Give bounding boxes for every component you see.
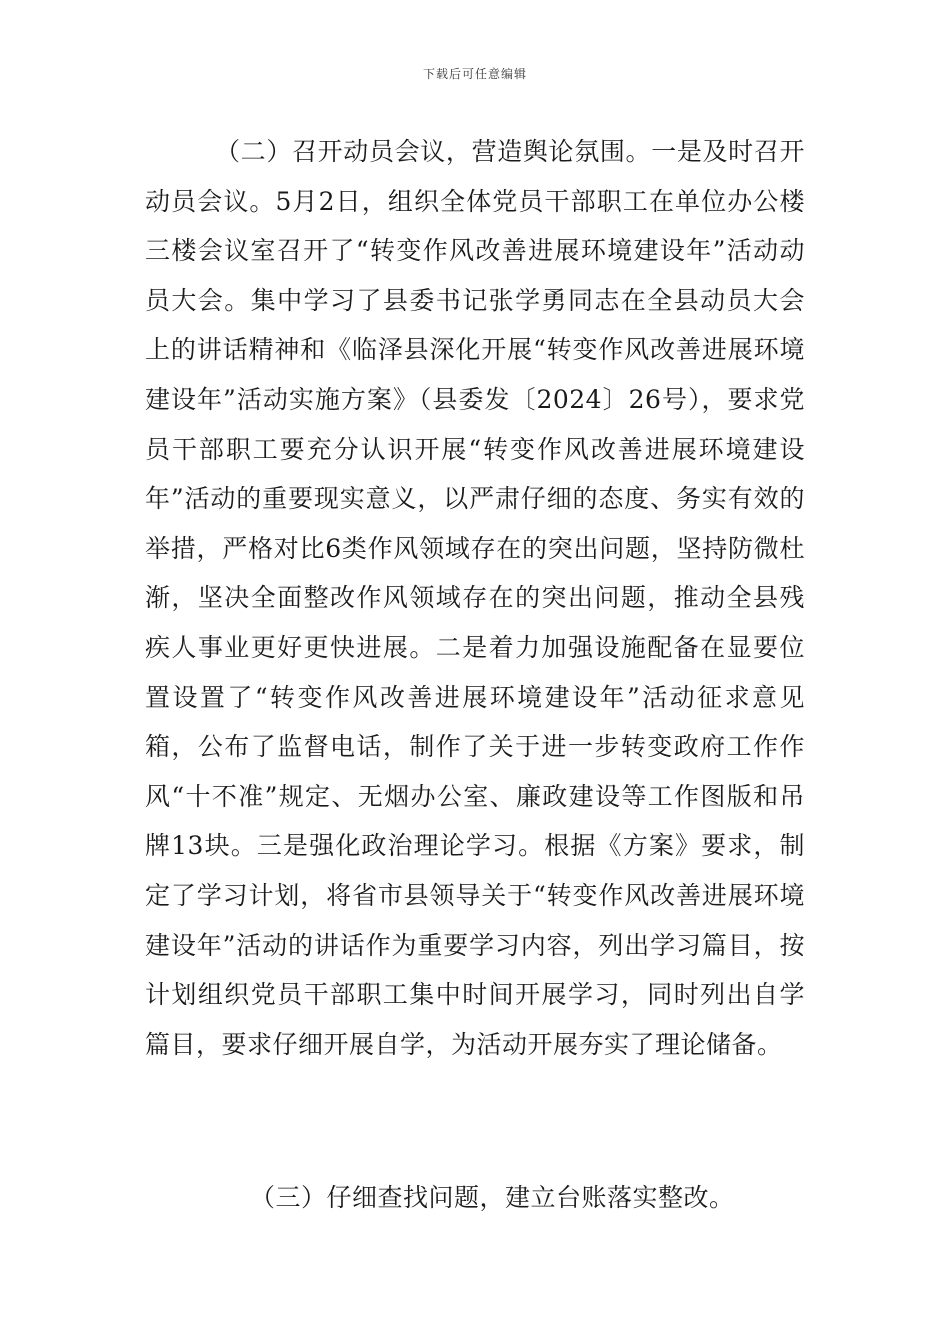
document-body xyxy=(145,127,805,1069)
section-heading-3: （三）仔细查找问题，建立台账落实整改。 xyxy=(250,1183,735,1212)
page-header-note: 下载后可任意编辑 xyxy=(422,67,527,81)
paragraph-mobilization-meeting: （二）召开动员会议，营造舆论氛围。一是及时召开动员会议。5月2日，组织全体党员干部职工在单位办公楼三楼会议室召开了“转变作风改善进展环境建设年”活动动员大会。集中学习了县委书记张学勇同志在全县动员大会上的讲话精神和《临泽县深化开展“转变作风改善进展环境建设年”活动实施方案》（县委发〔2024〕26号），要求党员干部职工要充分认识开展“转变作风改善进展环境建设年”活动的重要现实意义，以严肃仔细的态度、务实有效的举措，严格对比6类作风领域存在的突出问题，坚持防微杜渐，坚决全面整改作风领域存在的突出问题，推动全县残疾人事业更好更快进展。二是着力加强设施配备在显要位置设置了“转变作风改善进展环境建设年”活动征求意见箱，公布了监督电话，制作了关于进一步转变政府工作作风“十不准”规定、无烟办公室、廉政建设等工作图版和吊牌13块。三是强化政治理论学习。根据《方案》要求，制定了学习计划，将省市县领导关于“转变作风改善进展环境建设年”活动的讲话作为重要学习内容，列出学习篇目，按计划组织党员干部职工集中时间开展学习，同时列出自学篇目，要求仔细开展自学，为活动开展夯实了理论储备。 xyxy=(145,137,805,1059)
